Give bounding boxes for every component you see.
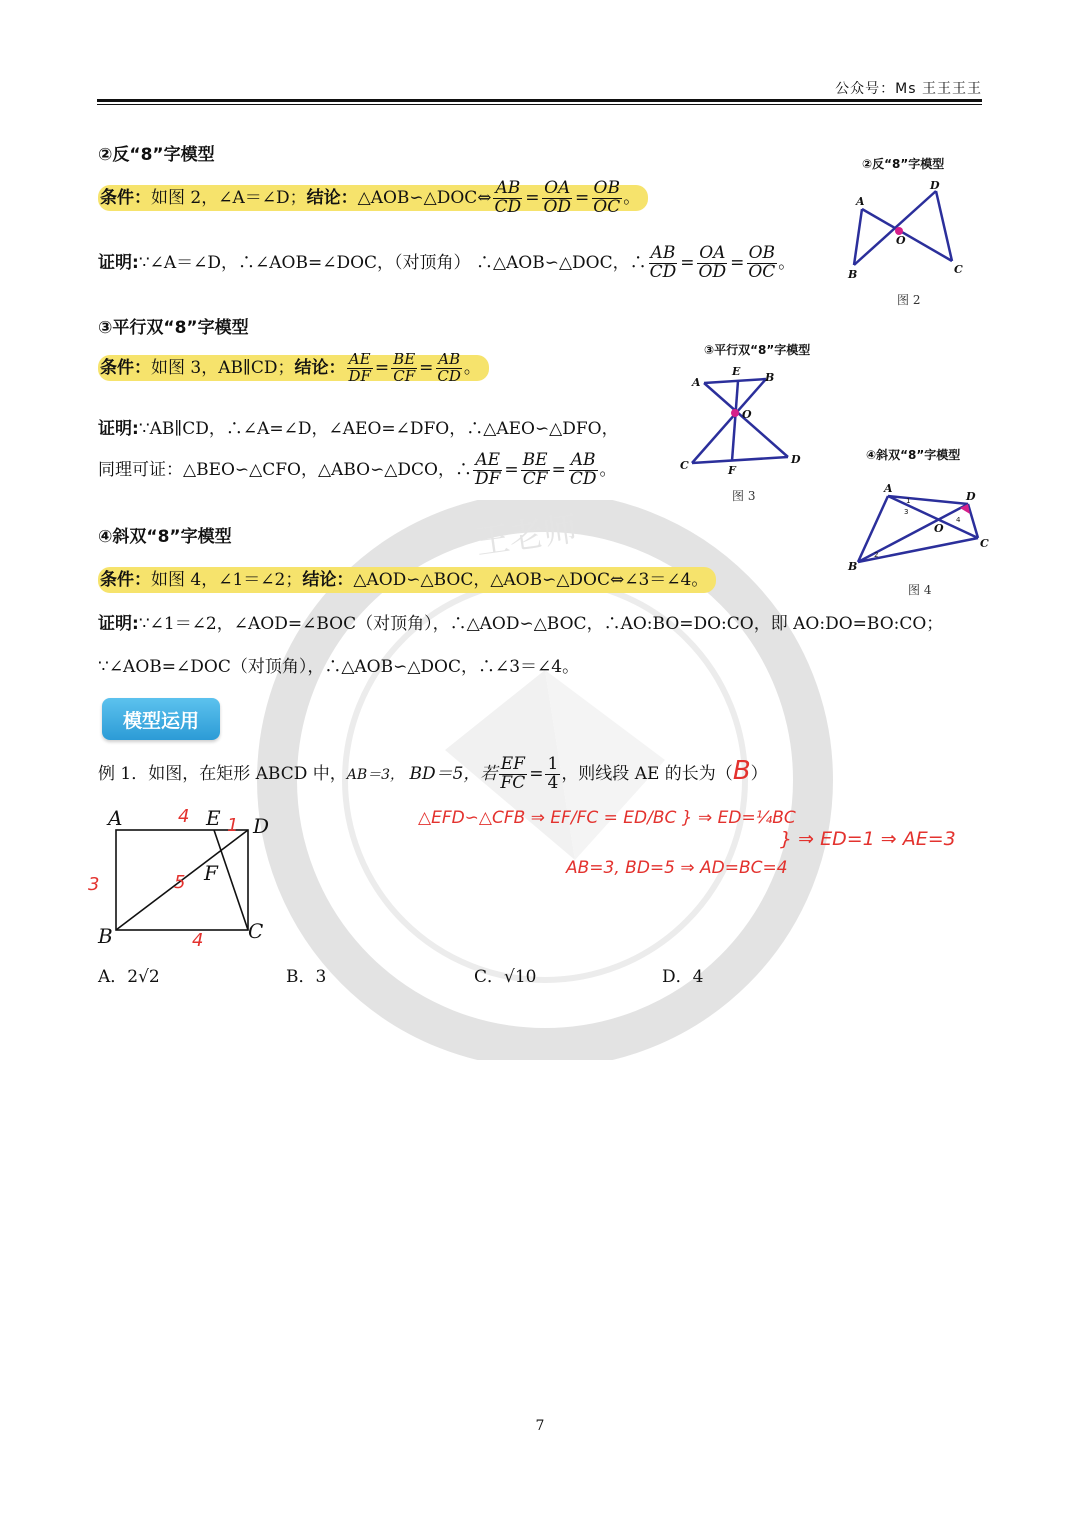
- svg-text:B: B: [98, 924, 113, 948]
- svg-text:1: 1: [906, 497, 911, 505]
- svg-text:B: B: [848, 560, 858, 573]
- section2-condition: 条件：如图 2，∠A＝∠D；结论：△AOB∽△DOC⇔ $\frac{AB}{CD}$ = $\frac{OA}{OD}$ = $\frac{OB}{OC}$ 。: [98, 180, 648, 217]
- figure-2: ②反“8”字模型 A B C D O 图 2: [848, 157, 963, 307]
- svg-text:O: O: [934, 522, 944, 535]
- svg-text:4: 4: [956, 516, 961, 524]
- handwritten-note-2: AB=3, BD=5 ⇒ AD=BC=4: [566, 858, 788, 878]
- svg-text:B: B: [848, 268, 858, 281]
- option-d[interactable]: D．4: [662, 967, 704, 987]
- svg-text:C: C: [980, 537, 989, 550]
- option-b[interactable]: B．3: [286, 967, 327, 987]
- svg-text:D: D: [791, 453, 801, 466]
- fraction: $\frac{AE}{DF}$: [348, 350, 371, 385]
- handwritten-note-1: △EFD∽△CFB ⇒ EF/FC = ED/BC } ⇒ ED=¼BC: [418, 808, 796, 828]
- example-figure: [82, 800, 282, 950]
- section3-condition: 条件：如图 3，AB∥CD；结论： $\frac{AE}{DF}$ = $\frac{BE}{CF}$ = $\frac{AB}{CD}$ 。: [98, 352, 489, 385]
- figure-3: ③平行双“8”字模型 A E B O C F D 图 3: [680, 343, 811, 503]
- section3-title: ③平行双“8”字模型: [98, 318, 249, 338]
- example-question: 例 1．如图，在矩形 ABCD 中，AB＝3， BD＝5，若 $\frac{EF}{FC}$ = $\frac{1}{4}$ ，则线段 AE 的长为（B）: [98, 754, 768, 793]
- fraction: $\frac{BE}{CF}$: [393, 350, 416, 385]
- svg-text:5: 5: [174, 872, 186, 893]
- fraction: $\frac{BE}{CF}$: [522, 450, 548, 489]
- fraction: $\frac{AE}{DF}$: [474, 450, 501, 489]
- section4-title: ④斜双“8”字模型: [98, 527, 232, 547]
- svg-text:4: 4: [192, 930, 204, 950]
- section4-condition: 条件：如图 4，∠1＝∠2；结论：△AOD∽△BOC，△AOB∽△DOC⇔∠3＝∠4。: [98, 565, 716, 590]
- handwritten-answer: B: [732, 756, 751, 786]
- fraction: $\frac{AB}{CD}$: [494, 178, 522, 217]
- option-a[interactable]: A．2√2: [98, 967, 160, 987]
- svg-text:4: 4: [178, 806, 190, 827]
- svg-text:A: A: [884, 482, 893, 495]
- svg-text:O: O: [896, 234, 906, 247]
- svg-text:D: D: [930, 179, 940, 192]
- svg-text:1: 1: [227, 815, 239, 836]
- svg-text:3: 3: [904, 508, 909, 516]
- svg-text:C: C: [248, 919, 264, 943]
- fraction: $\frac{AB}{CD}$: [437, 350, 461, 385]
- svg-text:C: C: [954, 263, 963, 276]
- svg-text:D: D: [966, 490, 976, 503]
- fraction: $\frac{1}{4}$: [547, 754, 559, 793]
- svg-text:O: O: [742, 408, 752, 421]
- handwritten-note-3: } ⇒ ED=1 ⇒ AE=3: [780, 828, 956, 850]
- header-account: 公众号：Ms 王王王王: [835, 81, 982, 97]
- svg-text:A: A: [692, 376, 701, 389]
- fraction: $\frac{OB}{OC}$: [748, 243, 776, 282]
- fraction: $\frac{OA}{OD}$: [698, 243, 727, 282]
- header-rule: [97, 99, 982, 102]
- svg-text:3: 3: [88, 874, 100, 895]
- svg-text:A: A: [108, 806, 123, 830]
- page-number: 7: [535, 1418, 545, 1434]
- section2-title: ②反“8”字模型: [98, 145, 215, 165]
- svg-text:B: B: [765, 371, 775, 384]
- section3-proof: 证明:∵AB∥CD，∴∠A=∠D，∠AEO=∠DFO，∴△AEO∽△DFO，: [98, 419, 619, 439]
- model-application-button[interactable]: 模型运用: [102, 698, 220, 740]
- svg-text:2: 2: [874, 551, 879, 559]
- section3-similar: 同理可证：△BEO∽△CFO，△ABO∽△DCO，∴ $\frac{AE}{DF}$ = $\frac{BE}{CF}$ = $\frac{AB}{CD}$ 。: [98, 450, 617, 489]
- watermark-text: 王老师: [473, 509, 580, 563]
- header-rule-thin: [97, 104, 982, 105]
- svg-text:F: F: [204, 861, 218, 885]
- section4-proof: 证明:∵∠1＝∠2，∠AOD=∠BOC（对顶角），∴△AOD∽△BOC，∴AO:BO=DO:CO，即 AO:DO=BO:CO；: [98, 614, 944, 634]
- svg-text:A: A: [856, 195, 865, 208]
- fraction: $\frac{OB}{OC}$: [593, 178, 621, 217]
- fraction: $\frac{OA}{OD}$: [543, 178, 572, 217]
- svg-text:E: E: [732, 365, 741, 378]
- fraction: $\frac{AB}{CD}$: [649, 243, 677, 282]
- figure-4: ④斜双“8”字模型 A D O B C 1 2 3 4 图 4: [848, 448, 989, 597]
- option-c[interactable]: C．√10: [474, 967, 537, 987]
- svg-text:E: E: [206, 806, 221, 830]
- fraction: $\frac{EF}{FC}$: [500, 754, 526, 793]
- fraction: $\frac{AB}{CD}$: [569, 450, 597, 489]
- section4-proof2: ∵∠AOB=∠DOC（对顶角），∴△AOB∽△DOC，∴∠3＝∠4。: [98, 657, 580, 677]
- svg-text:F: F: [728, 464, 736, 477]
- svg-text:C: C: [680, 459, 689, 472]
- section2-proof: 证明:∵∠A＝∠D，∴∠AOB=∠DOC，（对顶角） ∴△AOB∽△DOC，∴ $\frac{AB}{CD}$ = $\frac{OA}{OD}$ = $\frac{OB}{OC}$ 。: [98, 243, 796, 282]
- svg-text:D: D: [253, 814, 270, 838]
